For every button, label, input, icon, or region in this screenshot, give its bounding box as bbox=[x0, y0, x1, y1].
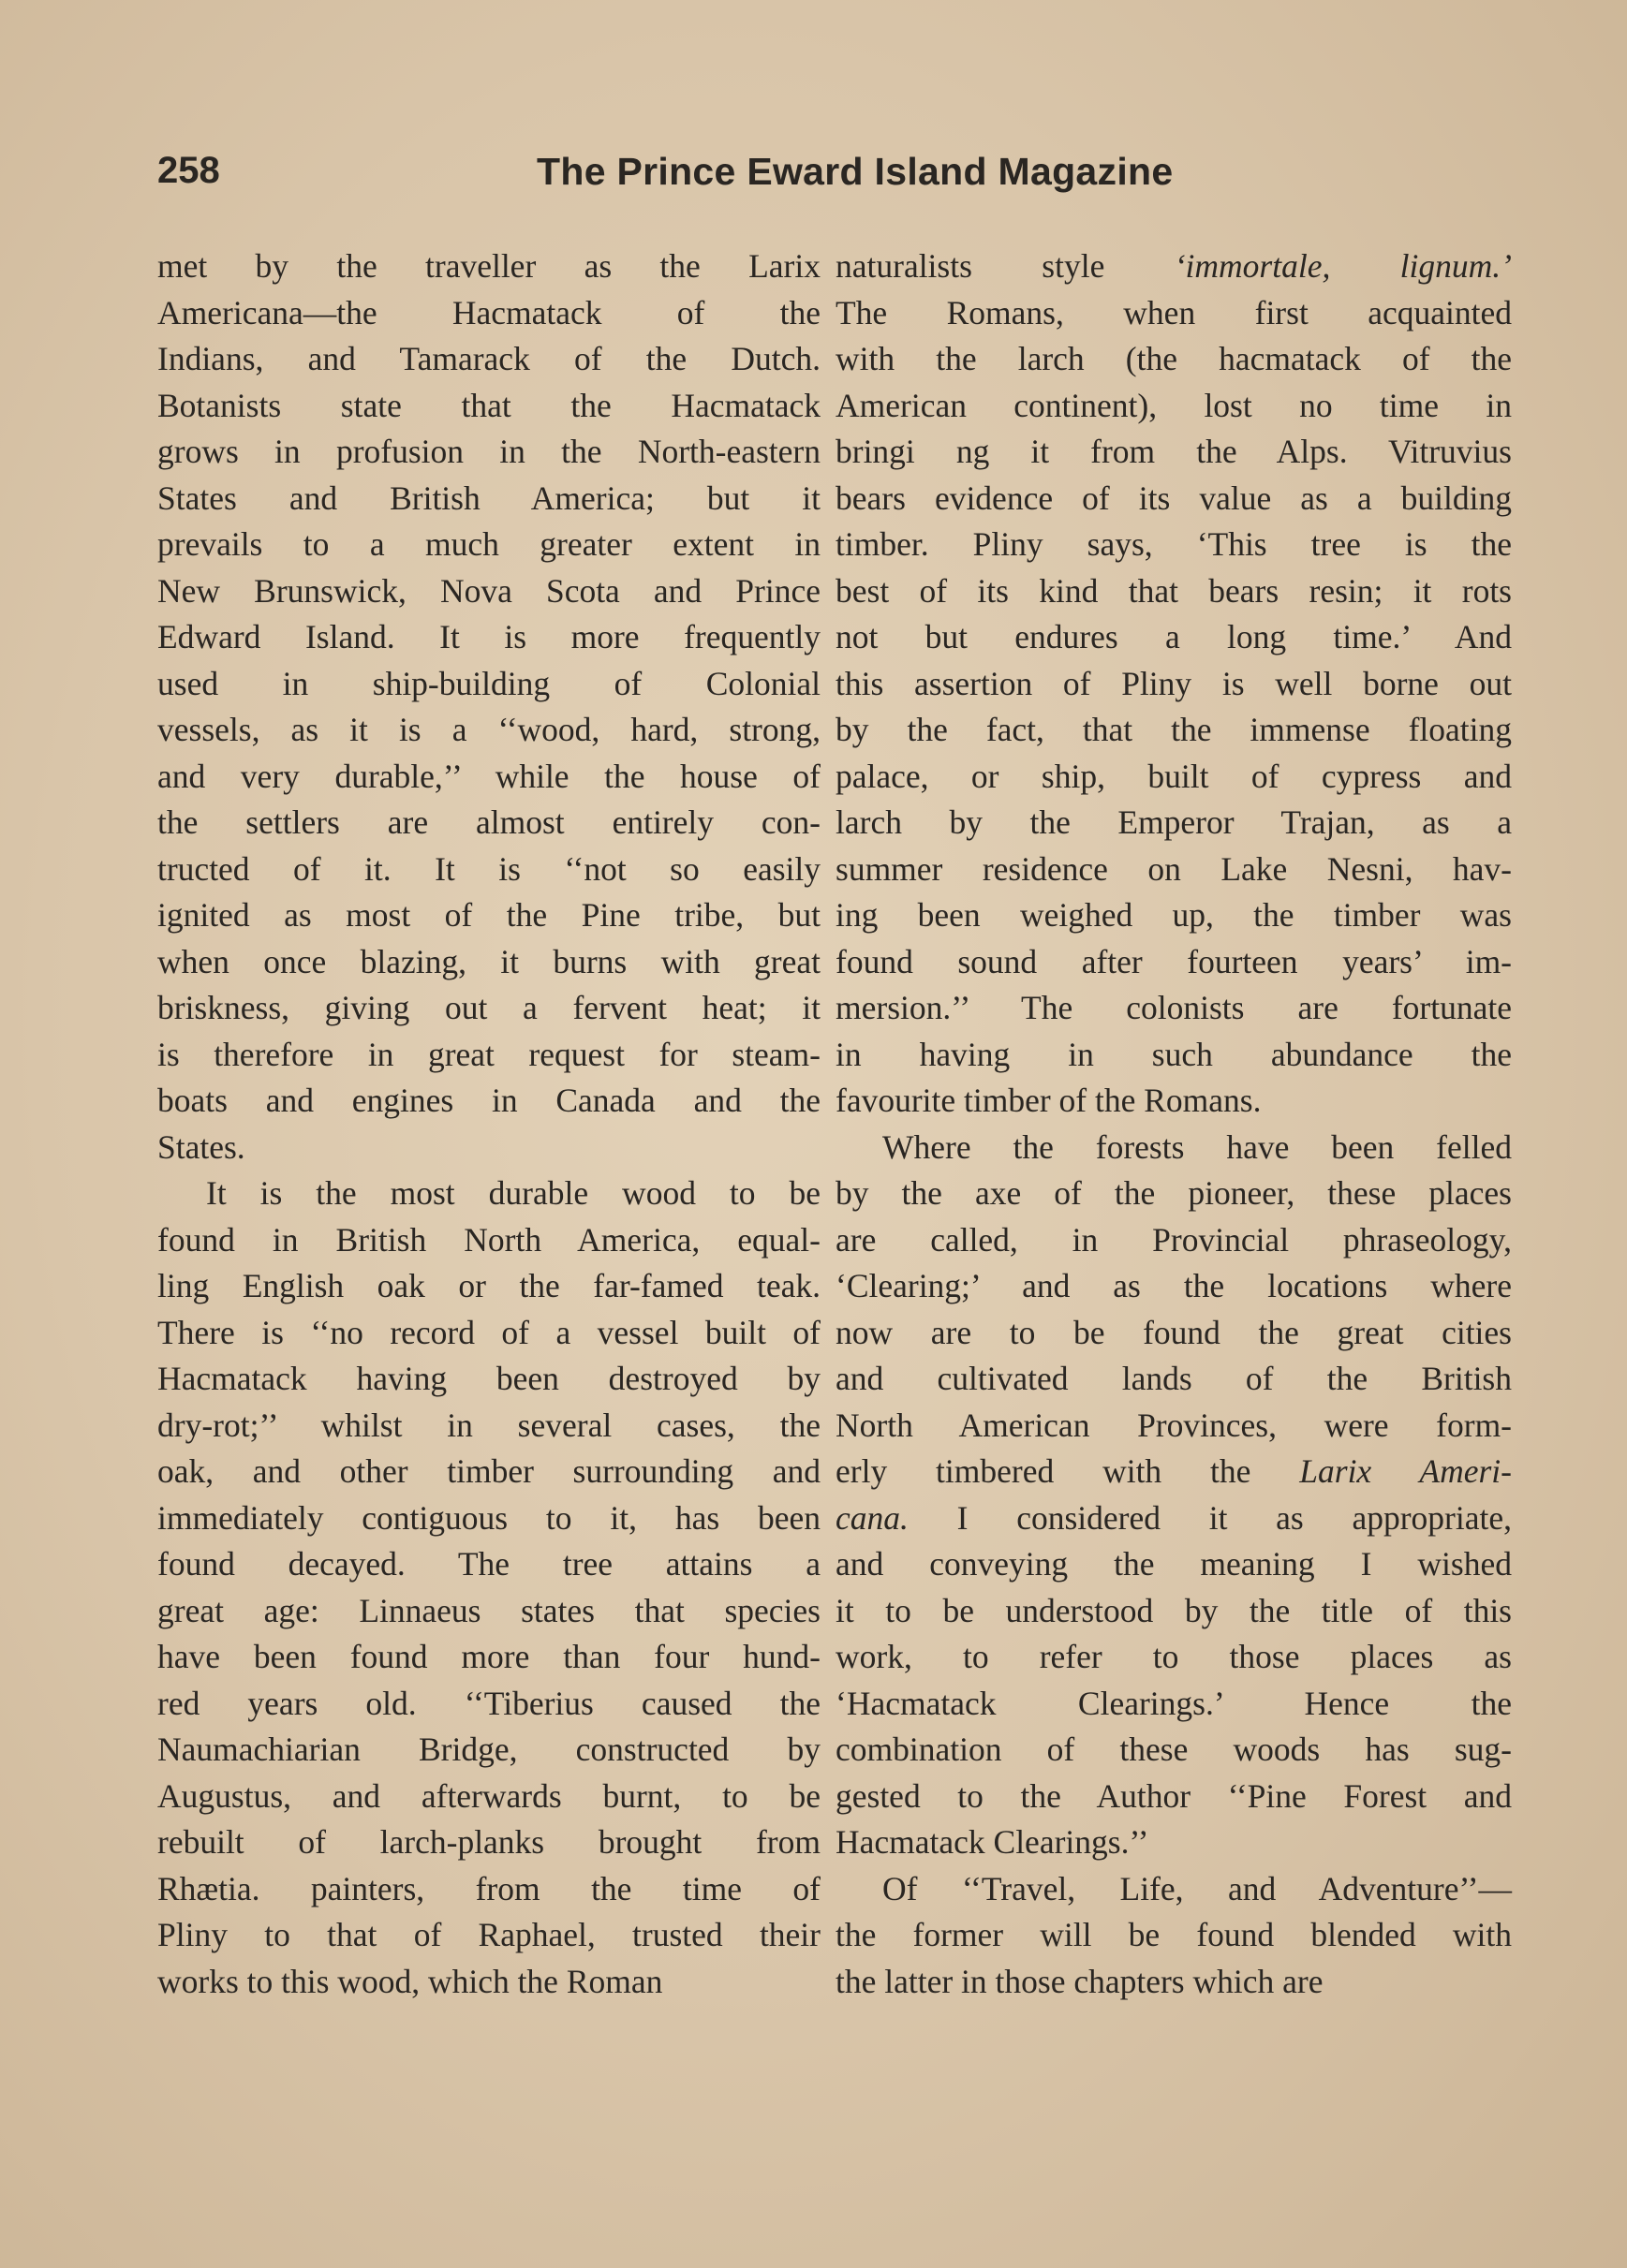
text-line: naturalists style ‘immortale, lignum.’ bbox=[836, 247, 1512, 285]
text-line: briskness, giving out a fervent heat; it bbox=[157, 989, 821, 1026]
text-line: combination of these woods has sug- bbox=[836, 1730, 1512, 1768]
text-line: Naumachiarian Bridge, constructed by bbox=[157, 1730, 821, 1768]
text-line: Where the forests have been felled bbox=[882, 1127, 1512, 1166]
text-line: when once blazing, it burns with great bbox=[157, 942, 821, 980]
text-line: used in ship-building of Colonial bbox=[157, 664, 821, 702]
text-line: the latter in those chapters which are bbox=[836, 1962, 1324, 2000]
text-line: bringi ng it from the Alps. Vitruvius bbox=[836, 433, 1512, 470]
text-line: ‘Clearing;’ and as the locations where bbox=[836, 1267, 1512, 1304]
text-line: ing been weighed up, the timber was bbox=[836, 896, 1512, 934]
text-line: New Brunswick, Nova Scota and Prince bbox=[157, 571, 821, 610]
page-number: 258 bbox=[157, 150, 220, 191]
text-line: dry-rot;’’ whilst in several cases, the bbox=[157, 1406, 821, 1444]
text-line: Botanists state that the Hacmatack bbox=[157, 386, 821, 424]
text-line: It is the most durable wood to be bbox=[206, 1174, 821, 1212]
text-line: Rhætia. painters, from the time of bbox=[157, 1869, 821, 1907]
text-line: oak, and other timber surrounding and bbox=[157, 1452, 821, 1490]
text-line: by the fact, that the immense floating bbox=[836, 711, 1512, 748]
text-line: great age: Linnaeus states that species bbox=[157, 1591, 821, 1629]
text-line: it to be understood by the title of this bbox=[836, 1591, 1512, 1629]
text-line: found in British North America, equal- bbox=[157, 1220, 821, 1259]
text-line: Hacmatack Clearings.’’ bbox=[836, 1823, 1149, 1861]
text-line: immediately contiguous to it, has been bbox=[157, 1498, 821, 1537]
text-line: best of its kind that bears resin; it rots bbox=[836, 571, 1512, 610]
text-line: the former will be found blended with bbox=[836, 1916, 1512, 1953]
text-line: palace, or ship, built of cypress and bbox=[836, 757, 1512, 795]
text-line: mersion.’’ The colonists are fortunate bbox=[836, 989, 1512, 1026]
text-line: is therefore in great request for steam- bbox=[157, 1035, 821, 1073]
text-line: States. bbox=[157, 1127, 245, 1166]
text-line: prevails to a much greater extent in bbox=[157, 525, 821, 563]
page-header bbox=[157, 150, 1525, 215]
text-line: have been found more than four hund- bbox=[157, 1638, 821, 1675]
text-line: Pliny to that of Raphael, trusted their bbox=[157, 1916, 821, 1953]
text-line: not but endures a long time.’ And bbox=[836, 618, 1512, 655]
text-line: timber. Pliny says, ‘This tree is the bbox=[836, 525, 1512, 563]
text-line: met by the traveller as the Larix bbox=[157, 247, 821, 285]
text-line: found decayed. The tree attains a bbox=[157, 1545, 821, 1583]
text-line: American continent), lost no time in bbox=[836, 386, 1512, 424]
text-line: found sound after fourteen years’ im- bbox=[836, 942, 1512, 980]
text-line: and conveying the meaning I wished bbox=[836, 1545, 1512, 1583]
left-column bbox=[157, 243, 821, 2005]
text-line: rebuilt of larch-planks brought from bbox=[157, 1823, 821, 1861]
text-line: summer residence on Lake Nesni, hav- bbox=[836, 849, 1512, 888]
text-line: Indians, and Tamarack of the Dutch. bbox=[157, 340, 821, 377]
text-line: grows in profusion in the North-eastern bbox=[157, 433, 821, 470]
text-line: and very durable,’’ while the house of bbox=[157, 757, 821, 795]
text-line: cana. I considered it as appropriate, bbox=[836, 1498, 1512, 1537]
text-line: The Romans, when first acquainted bbox=[836, 293, 1512, 331]
text-line: and cultivated lands of the British bbox=[836, 1360, 1512, 1397]
text-line: ‘Hacmatack Clearings.’ Hence the bbox=[836, 1684, 1512, 1722]
text-line: work, to refer to those places as bbox=[836, 1638, 1512, 1675]
text-line: larch by the Emperor Trajan, as a bbox=[836, 803, 1512, 841]
text-line: Hacmatack having been destroyed by bbox=[157, 1360, 821, 1397]
text-line: in having in such abundance the bbox=[836, 1035, 1512, 1073]
right-column bbox=[836, 243, 1512, 2005]
text-line: Augustus, and afterwards burnt, to be bbox=[157, 1776, 821, 1815]
text-line: bears evidence of its value as a building bbox=[836, 479, 1512, 517]
text-line: gested to the Author ‘‘Pine Forest and bbox=[836, 1776, 1512, 1815]
text-line: Americana—the Hacmatack of the bbox=[157, 293, 821, 331]
text-line: vessels, as it is a ‘‘wood, hard, strong, bbox=[157, 711, 821, 748]
text-line: red years old. ‘‘Tiberius caused the bbox=[157, 1684, 821, 1722]
text-line: Edward Island. It is more frequently bbox=[157, 618, 821, 655]
text-line: are called, in Provincial phraseology, bbox=[836, 1220, 1512, 1259]
text-line: this assertion of Pliny is well borne out bbox=[836, 664, 1512, 702]
text-line: favourite timber of the Romans. bbox=[836, 1082, 1262, 1119]
text-line: tructed of it. It is ‘‘not so easily bbox=[157, 849, 821, 888]
text-line: There is ‘‘no record of a vessel built of bbox=[157, 1313, 821, 1351]
text-line: ignited as most of the Pine tribe, but bbox=[157, 896, 821, 934]
text-line: North American Provinces, were form- bbox=[836, 1406, 1512, 1444]
text-line: with the larch (the hacmatack of the bbox=[836, 340, 1512, 377]
text-line: the settlers are almost entirely con- bbox=[157, 803, 821, 841]
text-line: works to this wood, which the Roman bbox=[157, 1962, 663, 2000]
running-title: The Prince Eward Island Magazine bbox=[537, 150, 1174, 193]
text-line: ling English oak or the far-famed teak. bbox=[157, 1267, 821, 1304]
text-line: Of ‘‘Travel, Life, and Adventure’’— bbox=[882, 1869, 1512, 1907]
text-line: States and British America; but it bbox=[157, 479, 821, 517]
text-line: boats and engines in Canada and the bbox=[157, 1082, 821, 1119]
text-line: erly timbered with the Larix Ameri- bbox=[836, 1452, 1512, 1490]
text-line: by the axe of the pioneer, these places bbox=[836, 1174, 1512, 1212]
text-line: now are to be found the great cities bbox=[836, 1313, 1512, 1351]
